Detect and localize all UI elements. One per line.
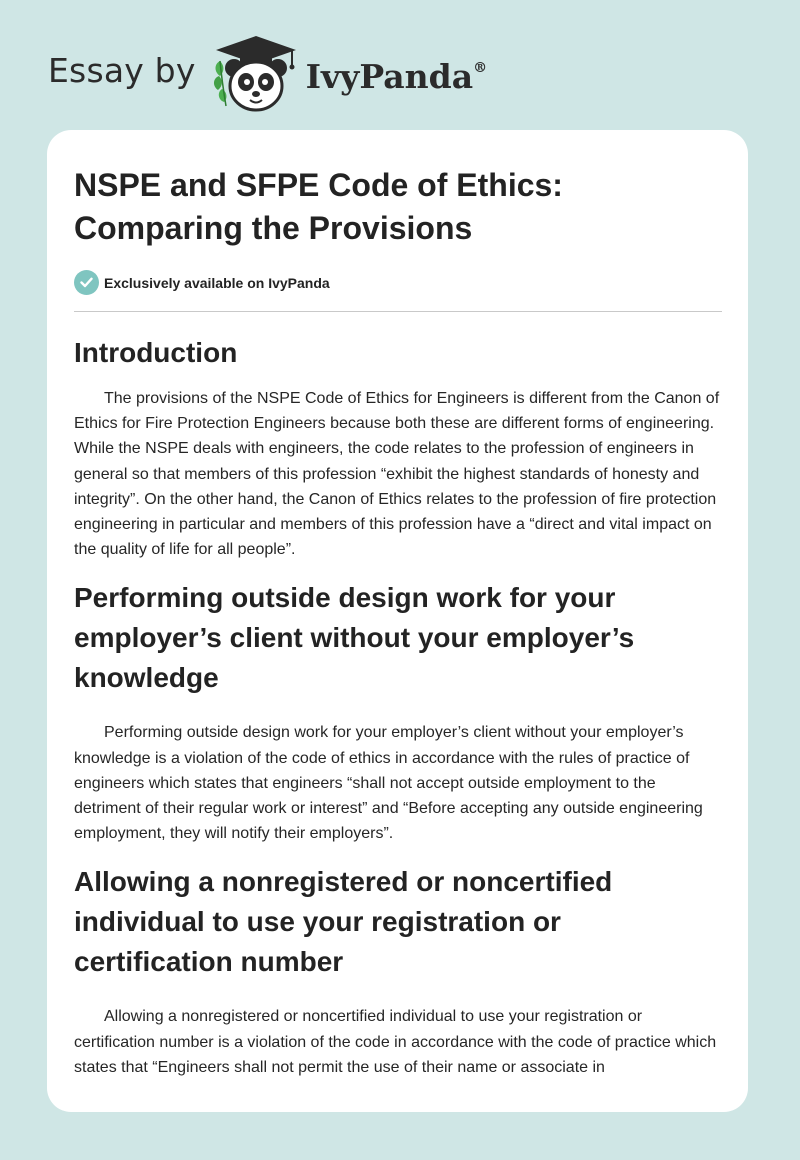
section-introduction <box>74 333 722 562</box>
essay-title: NSPE and SFPE Code of Ethics: Comparing the Provisions <box>74 167 563 246</box>
site-header <box>48 34 487 114</box>
badge-text: Exclusively available on IvyPanda <box>104 274 330 291</box>
brand-name[interactable]: IvyPanda® <box>305 56 488 96</box>
divider <box>74 311 722 312</box>
section-paragraph: Allowing a nonregistered or noncertified individual to use your registration or certification number is a violation of the code in accordance with the code of practice which states that “Engineers shall not permit the use of their name or associate in <box>74 1008 717 1076</box>
registered-mark: ® <box>473 59 488 76</box>
ivypanda-logo-icon[interactable] <box>210 34 302 114</box>
checkmark-icon <box>80 277 93 288</box>
section-paragraph: The provisions of the NSPE Code of Ethics for Engineers is different from the Canon of Ethics for Fire Protection Engineers because both these are different forms of engineering. While the NSPE deals with engineers, the code relates to the profession of engineers in general so that members of this profession “exhibit the highest standards of honesty and integrity”. On the other hand, the Canon of Ethics relates to the profession of fire protection engineering in particular and members of this profession have a “direct and vital impact on the quality of life for all people”. <box>74 390 720 559</box>
check-circle-icon <box>74 270 99 295</box>
section-paragraph: Performing outside design work for your employer’s client without your employer’s knowledge is a violation of the code of ethics in accordance with the rules of practice of engineers which states that engineers “shall not accept outside employment to the detriment of their regular work or interest” and “Before accepting any outside engineering employment, they will notify their employers”. <box>74 724 703 843</box>
exclusive-badge <box>74 270 722 295</box>
essay-content <box>74 164 722 1080</box>
section-heading: Introduction <box>74 337 238 368</box>
essay-card <box>47 130 748 1112</box>
section-registration-number <box>74 862 722 1080</box>
section-heading: Allowing a nonregistered or noncertified individual to use your registration or certification number <box>74 866 613 978</box>
section-heading: Performing outside design work for your employer’s client without your employer’s knowledge <box>74 582 635 694</box>
section-outside-design-work <box>74 578 722 846</box>
essay-by-label: Essay by <box>48 50 196 90</box>
